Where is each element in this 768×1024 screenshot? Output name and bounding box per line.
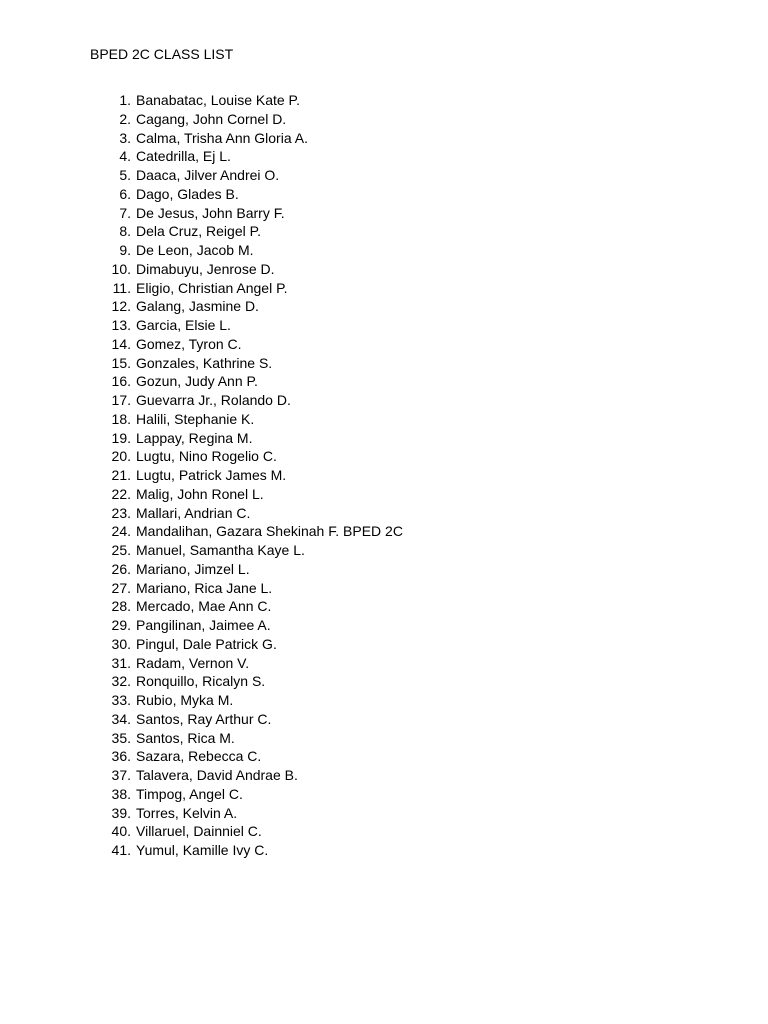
list-item-number: 10. [111,260,131,277]
student-name: Gozun, Judy Ann P. [136,373,258,390]
list-item-number: 27. [111,579,131,596]
student-name: Radam, Vernon V. [136,654,250,671]
student-name: Eligio, Christian Angel P. [136,279,288,296]
list-item-number: 16. [111,373,131,390]
list-item-number: 41. [111,842,131,858]
student-name: Cagang, John Cornel D. [136,110,287,127]
student-name: Daaca, Jilver Andrei O. [136,167,280,183]
list-item-number: 15. [111,354,131,371]
student-name: Ronquillo, Ricalyn S. [136,673,266,690]
student-name: De Jesus, John Barry F. [136,204,285,221]
list-item-number: 11. [112,279,131,296]
student-name: Santos, Ray Arthur C. [136,710,272,727]
student-name: Catedrilla, Ej L. [136,148,231,165]
list-item-number: 30. [111,635,131,652]
list-item-number: 19. [111,429,131,446]
student-name: Mallari, Andrian C. [136,504,251,521]
student-name: Sazara, Rebecca C. [136,748,262,765]
list-item-number: 37. [111,767,131,783]
list-item-number: 28. [111,598,131,615]
student-name: Gomez, Tyron C. [136,335,242,352]
student-name: Manuel, Samantha Kaye L. [136,542,305,558]
list-item-number: 3. [119,129,131,146]
student-name: Santos, Rica M. [136,729,235,746]
page-title: BPED 2C CLASS LIST [90,46,234,62]
list-item-number: 21. [111,467,131,483]
student-name: Yumul, Kamille Ivy C. [136,842,269,858]
student-name: Mandalihan, Gazara Shekinah F. BPED 2C [136,523,403,540]
list-item-number: 2. [119,110,131,127]
list-item-number: 36. [111,748,131,765]
list-item-number: 35. [111,729,131,746]
student-name: Garcia, Elsie L. [136,317,231,333]
student-name: Banabatac, Louise Kate P. [136,92,300,108]
list-item-number: 12. [111,298,131,315]
student-name: Timpog, Angel C. [136,785,243,802]
student-name: Guevarra Jr., Rolando D. [136,392,291,408]
list-item-number: 6. [119,185,131,202]
student-name: Halili, Stephanie K. [136,410,255,427]
student-name: Mariano, Jimzel L. [136,560,250,577]
list-item-number: 8. [119,223,131,240]
list-item-number: 34. [111,710,131,727]
student-name: Mariano, Rica Jane L. [136,579,273,596]
student-name: Lugtu, Nino Rogelio C. [136,448,277,465]
student-name: Galang, Jasmine D. [136,298,259,315]
student-name: Malig, John Ronel L. [136,485,264,502]
list-item-number: 7. [119,204,131,221]
list-item-number: 9. [119,242,131,258]
student-name: Lappay, Regina M. [136,429,253,446]
list-item-number: 23. [111,504,131,521]
student-name: Pangilinan, Jaimee A. [136,617,271,633]
student-name: Pingul, Dale Patrick G. [136,635,277,652]
list-item-number: 1. [119,92,131,108]
list-item-number: 18. [111,410,131,427]
list-item-number: 24. [111,523,131,540]
student-name: Dimabuyu, Jenrose D. [136,260,275,277]
list-item-number: 17. [111,392,131,408]
list-item-number: 13. [111,317,131,333]
student-name: Rubio, Myka M. [136,692,234,708]
student-name: Lugtu, Patrick James M. [136,467,287,483]
list-item-number: 39. [111,804,131,821]
student-name: Mercado, Mae Ann C. [136,598,272,615]
list-item-number: 26. [111,560,131,577]
student-name: Talavera, David Andrae B. [136,767,298,783]
list-item-number: 20. [111,448,131,465]
list-item-number: 5. [119,167,131,183]
list-item-number: 29. [111,617,131,633]
student-name: Dela Cruz, Reigel P. [136,223,262,240]
student-name: Villaruel, Dainniel C. [136,823,262,840]
student-name: Dago, Glades B. [136,185,239,202]
list-item-number: 33. [111,692,131,708]
list-item-number: 22. [111,485,131,502]
list-item-number: 25. [111,542,131,558]
list-item-number: 4. [119,148,131,165]
list-item-number: 31. [111,654,131,671]
list-item-number: 40. [111,823,131,840]
student-name: Torres, Kelvin A. [136,804,238,821]
list-item-number: 32. [111,673,131,690]
student-name: De Leon, Jacob M. [136,242,254,258]
student-name: Gonzales, Kathrine S. [136,354,273,371]
list-item-number: 14. [111,335,131,352]
list-item-number: 38. [111,785,131,802]
student-name: Calma, Trisha Ann Gloria A. [136,129,308,146]
